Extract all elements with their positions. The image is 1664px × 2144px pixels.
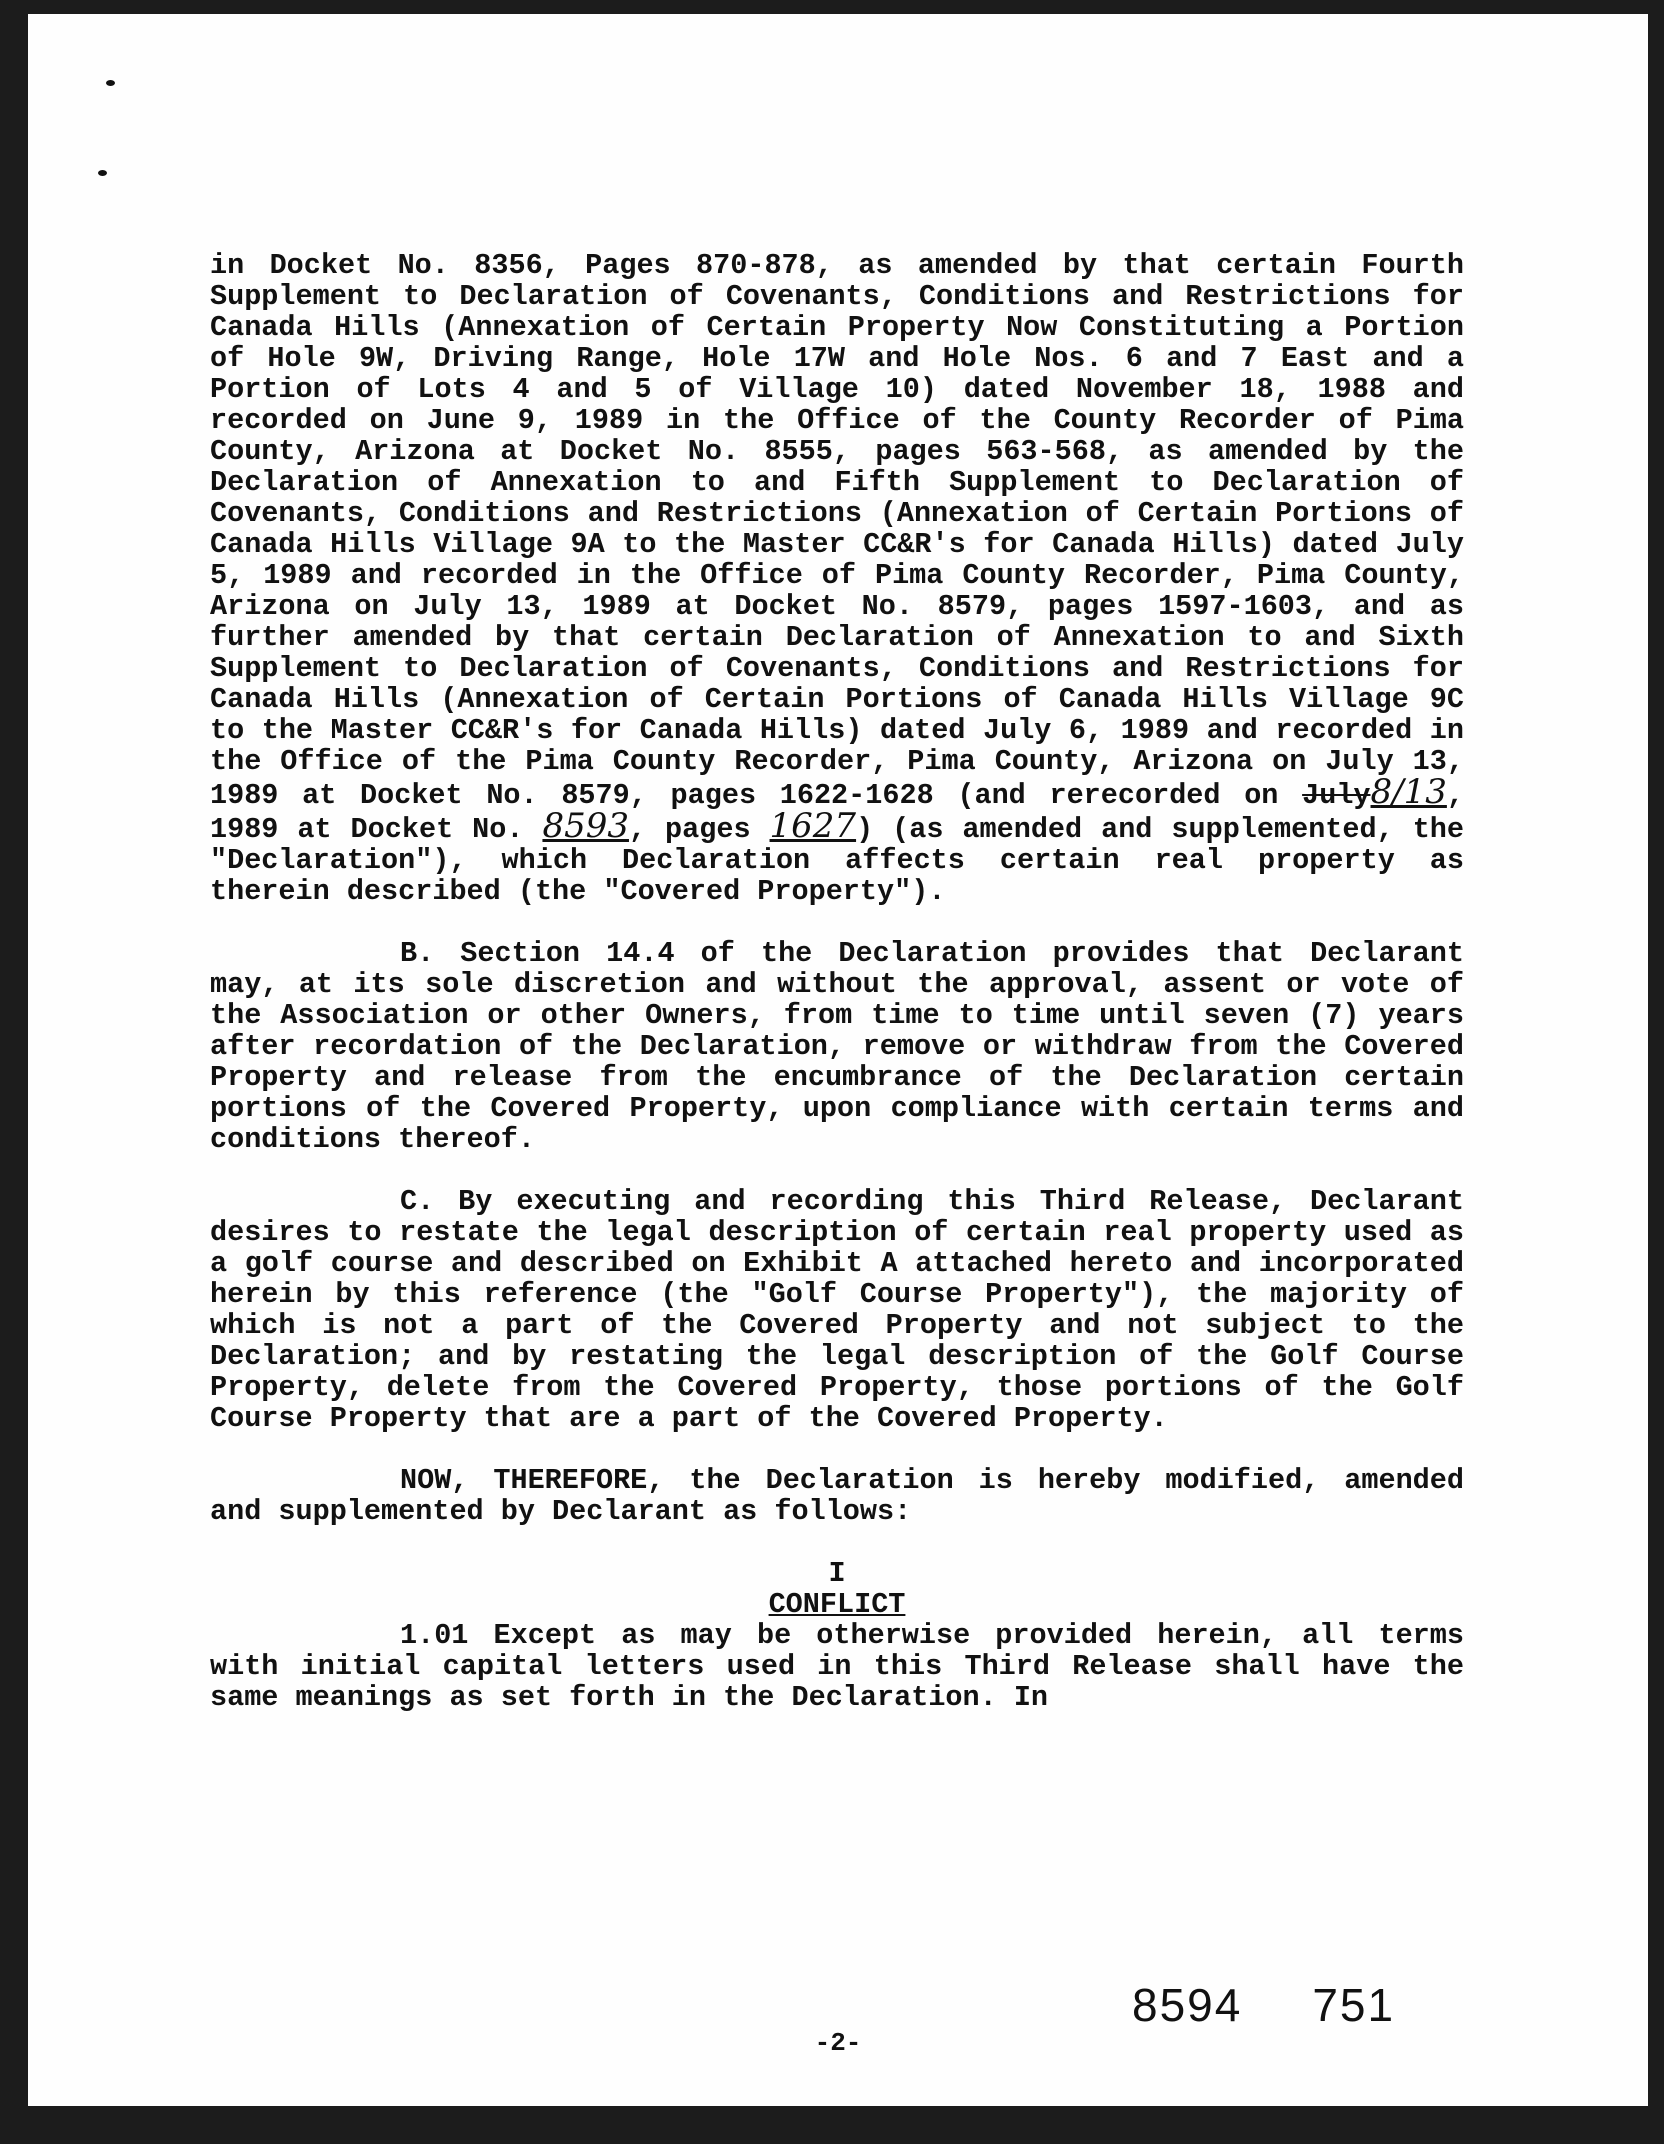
- page-stamp: 751: [1312, 1979, 1396, 2031]
- section-paragraph-101: 1.01 Except as may be otherwise provided herein, all terms with initial capital letters used in this Third Release shall have the same meanings as set forth in the Declaration. In: [210, 1619, 1464, 1714]
- docket-stamp: 8594: [1132, 1979, 1243, 2031]
- punch-mark: [106, 80, 115, 86]
- handwritten-pages: 1627: [769, 806, 857, 846]
- now-therefore-paragraph: NOW, THEREFORE, the Declaration is hereby modified, amended and supplemented by Declarant as follows:: [210, 1464, 1464, 1528]
- document-body: [210, 250, 1464, 1713]
- recital-paragraph-c: C. By executing and recording this Third Release, Declarant desires to restate the legal description of certain real property used as a golf course and described on Exhibit A attached hereto and incorporated herein by this reference (the "Golf Course Property"), the majority of which is not a part of the Covered Property and not subject to the Declaration; and by restating the legal description of the Golf Course Property, delete from the Covered Property, those portions of the Golf Course Property that are a part of the Covered Property.: [210, 1185, 1464, 1435]
- recording-stamp: [1132, 1978, 1395, 2032]
- recital-paragraph-continued: in Docket No. 8356, Pages 870-878, as amended by that certain Fourth Supplement to Declaration of Covenants, Conditions and Restrictions for Canada Hills (Annexation of Certain Property Now Constituting a Portion of Hole 9W, Driving Range, Hole 17W and Hole Nos. 6 and 7 East and a Portion of Lots 4 and 5 of Village 10) dated November 18, 1988 and recorded on June 9, 1989 in the Office of the County Recorder of Pima County, Arizona at Docket No. 8555, pages 563-568, as amended by the Declaration of Annexation to and Fifth Supplement to Declaration of Covenants, Conditions and Restrictions (Annexation of Certain Portions of Canada Hills Village 9A to the Master CC&R's for Canada Hills) dated July 5, 1989 and recorded in the Office of Pima County Recorder, Pima County, Arizona on July 13, 1989 at Docket No. 8579, pages 1597-1603, and as further amended by that certain Declaration of Annexation to and Sixth Supplement to Declaration of Covenants, Conditions and Restrictions for Canada Hills (Annexation of Certain Portions of Canada Hills Village 9C to the Master CC&R's for Canada Hills) dated July 6, 1989 and recorded in the Office of the Pima County Recorder, Pima County, Arizona on July 13, 1989 at Docket No. 8579, pages 1622-1628 (and rerecorded on July8/13, 1989 at Docket No. 8593, pages 1627) (as amended and supplemented, the "Declaration"), which Declaration affects certain real property as therein described (the "Covered Property").: [210, 249, 1464, 908]
- punch-mark: [98, 170, 107, 176]
- section-title: CONFLICT: [768, 1588, 906, 1621]
- page-number: -2-: [814, 2028, 862, 2058]
- struck-text: July: [1302, 779, 1371, 812]
- section-number: I: [828, 1557, 846, 1590]
- handwritten-date: 8/13: [1370, 772, 1447, 812]
- document-page: [28, 14, 1648, 2106]
- recital-paragraph-b: B. Section 14.4 of the Declaration provides that Declarant may, at its sole discretion and without the approval, assent or vote of the Association or other Owners, from time to time until seven (7) years after recordation of the Declaration, remove or withdraw from the Covered Property and release from the encumbrance of the Declaration certain portions of the Covered Property, upon compliance with certain terms and conditions thereof.: [210, 937, 1464, 1156]
- handwritten-docket: 8593: [542, 806, 629, 846]
